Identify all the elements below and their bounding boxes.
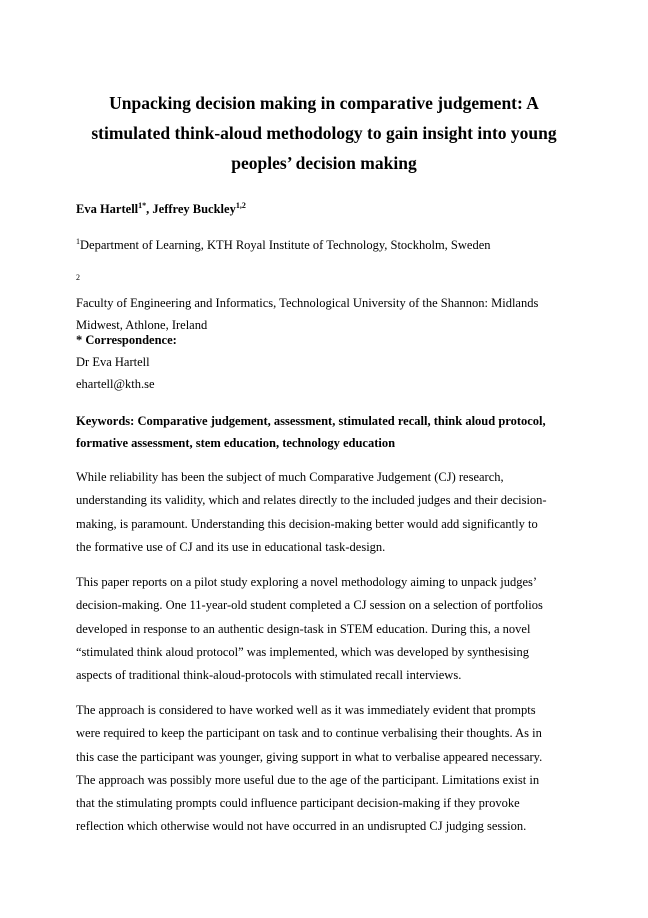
- title-line: stimulated think-aloud methodology to gain insight into young: [91, 123, 557, 143]
- keywords-line: formative assessment, stem education, technology education: [76, 436, 396, 450]
- abstract-paragraph: [76, 571, 543, 687]
- paragraph-line: While reliability has been the subject of much Comparative Judgement (CJ) research,: [76, 470, 504, 484]
- author-name: Eva Hartell: [76, 202, 139, 216]
- affiliation-text: Faculty of Engineering and Informatics, Technological University of the Shannon: Midlands: [76, 296, 539, 310]
- correspondence-email[interactable]: ehartell@kth.se: [76, 377, 155, 391]
- keywords-line: Keywords: Comparative judgement, assessment, stimulated recall, think aloud protocol,: [76, 414, 546, 428]
- abstract-paragraph: [76, 466, 547, 559]
- paragraph-line: the formative use of CJ and its use in educational task-design.: [76, 539, 386, 554]
- paragraph-line: reflection which otherwise would not have occurred in an undisrupted CJ judging session.: [76, 819, 527, 834]
- correspondence-heading: * Correspondence:: [76, 333, 177, 347]
- affiliation-line: Midwest, Athlone, Ireland: [76, 318, 208, 332]
- author-list: [76, 200, 246, 218]
- affiliation-mark: 1: [76, 236, 80, 246]
- paragraph-line: making, is paramount. Understanding this decision-making better would add significantly to: [76, 516, 538, 531]
- affiliation-line: [76, 270, 538, 314]
- paper-title: [60, 88, 588, 178]
- affiliation-text: Department of Learning, KTH Royal Institute of Technology, Stockholm, Sweden: [80, 238, 491, 252]
- paragraph-line: were required to keep the participant on task and to continue verbalising their thoughts. As in: [76, 726, 542, 741]
- affiliation: [76, 270, 538, 336]
- paragraph-line: “stimulated think aloud protocol” was implemented, which was developed by synthesising: [76, 644, 530, 659]
- keywords: [76, 410, 546, 454]
- paragraph-line: developed in response to an authentic design-task in STEM education. During this, a novel: [76, 621, 531, 636]
- title-line: Unpacking decision making in comparative judgement: A: [109, 93, 539, 113]
- paragraph-line: decision-making. One 11-year-old student completed a CJ session on a selection of portfolios: [76, 598, 543, 613]
- affiliation-mark: 2: [76, 272, 80, 282]
- author-name: Jeffrey Buckley: [152, 202, 236, 216]
- paragraph-line: This paper reports on a pilot study exploring a novel methodology aiming to unpack judges’: [76, 575, 538, 589]
- author-affiliation-mark: 1*: [138, 200, 147, 210]
- paragraph-line: aspects of traditional think-aloud-protocols with stimulated recall interviews.: [76, 668, 462, 683]
- correspondence-block: [76, 329, 177, 395]
- paragraph-line: that the stimulating prompts could influence participant decision-making if they provoke: [76, 796, 520, 811]
- paragraph-line: The approach is considered to have worked well as it was immediately evident that prompts: [76, 703, 536, 717]
- paragraph-line: understanding its validity, which and relates directly to the included judges and their decision-: [76, 493, 547, 508]
- author-separator: ,: [146, 202, 153, 216]
- author-affiliation-mark: 1,2: [235, 200, 246, 210]
- abstract-paragraph: [76, 699, 542, 839]
- paragraph-line: this case the participant was younger, giving support in what to verbalise appeared necessary.: [76, 749, 543, 764]
- correspondence-name: Dr Eva Hartell: [76, 355, 150, 369]
- paragraph-line: The approach was possibly more useful due to the age of the participant. Limitations exist in: [76, 772, 540, 787]
- affiliation: [76, 234, 491, 256]
- title-line: peoples’ decision making: [231, 153, 417, 173]
